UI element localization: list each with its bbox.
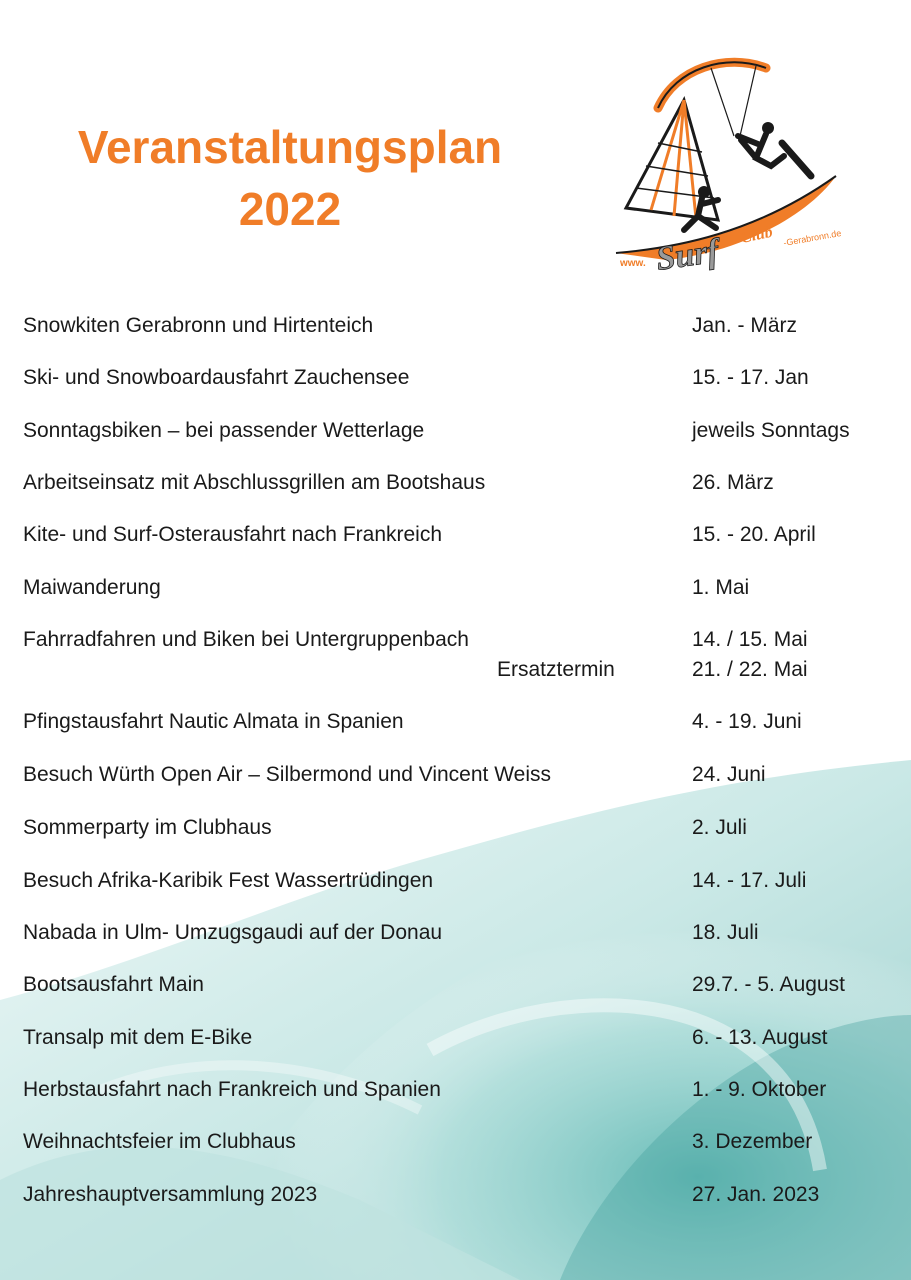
event-name: Bootsausfahrt Main bbox=[23, 973, 204, 996]
event-name: Nabada in Ulm- Umzugsgaudi auf der Donau bbox=[23, 921, 443, 944]
event-date: 15. - 17. Jan bbox=[692, 366, 809, 389]
event-name: Kite- und Surf-Osterausfahrt nach Frankreich bbox=[23, 523, 443, 546]
event-date: 1. Mai bbox=[692, 576, 750, 599]
event-date: 27. Jan. 2023 bbox=[692, 1183, 820, 1206]
event-date: 29.7. - 5. August bbox=[692, 973, 845, 996]
event-alt-date-label: Ersatztermin bbox=[497, 658, 615, 681]
page-title: Veranstaltungsplan bbox=[77, 121, 503, 173]
event-name: Snowkiten Gerabronn und Hirtenteich bbox=[23, 314, 374, 337]
event-date: 15. - 20. April bbox=[692, 523, 816, 546]
event-name: Besuch Würth Open Air – Silbermond und Vincent Weiss bbox=[23, 763, 551, 786]
event-name: Ski- und Snowboardausfahrt Zauchensee bbox=[23, 366, 410, 389]
event-date: 2. Juli bbox=[692, 816, 747, 839]
event-date: 14. - 17. Juli bbox=[692, 869, 807, 892]
event-name: Pfingstausfahrt Nautic Almata in Spanien bbox=[23, 710, 404, 733]
event-alt-date: 21. / 22. Mai bbox=[692, 658, 808, 681]
event-date: 18. Juli bbox=[692, 921, 759, 944]
event-date: 14. / 15. Mai bbox=[692, 628, 808, 651]
event-date: 26. März bbox=[692, 471, 774, 494]
event-date: 3. Dezember bbox=[692, 1130, 813, 1153]
event-date: 6. - 13. August bbox=[692, 1026, 828, 1049]
event-name: Sommerparty im Clubhaus bbox=[23, 816, 272, 839]
event-name: Arbeitseinsatz mit Abschlussgrillen am Bootshaus bbox=[23, 471, 486, 494]
event-name: Jahreshauptversammlung 2023 bbox=[23, 1183, 318, 1206]
event-name: Maiwanderung bbox=[23, 576, 161, 599]
event-date: jeweils Sonntags bbox=[692, 419, 850, 442]
svg-text:Club: Club bbox=[739, 223, 775, 247]
event-date: 4. - 19. Juni bbox=[692, 710, 802, 733]
event-date: 24. Juni bbox=[692, 763, 766, 786]
page-year: 2022 bbox=[238, 183, 342, 235]
event-name: Transalp mit dem E-Bike bbox=[23, 1026, 253, 1049]
svg-text:-Gerabronn.de: -Gerabronn.de bbox=[782, 227, 843, 248]
svg-text:www.: www. bbox=[620, 258, 646, 269]
event-date: Jan. - März bbox=[692, 314, 798, 337]
event-name: Besuch Afrika-Karibik Fest Wassertrüdingen bbox=[23, 869, 434, 892]
event-name: Herbstausfahrt nach Frankreich und Spanien bbox=[23, 1078, 441, 1101]
event-name: Sonntagsbiken – bei passender Wetterlage bbox=[23, 419, 425, 442]
event-name: Weihnachtsfeier im Clubhaus bbox=[23, 1130, 296, 1153]
event-date: 1. - 9. Oktober bbox=[692, 1078, 827, 1101]
event-name: Fahrradfahren und Biken bei Untergruppenbach bbox=[23, 628, 469, 651]
svg-text:Surf: Surf bbox=[653, 232, 721, 278]
